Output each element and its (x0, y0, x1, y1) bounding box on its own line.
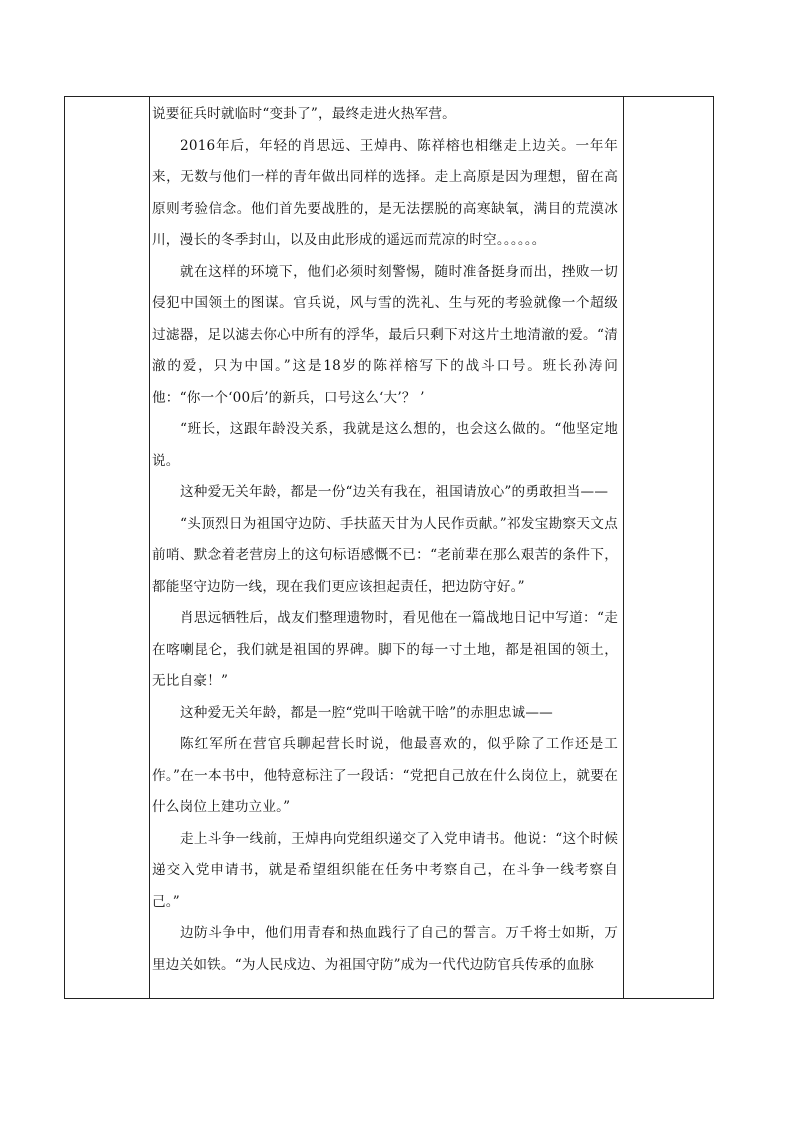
paragraph: “头顶烈日为祖国守边防、手扶蓝天甘为人民作贡献。”祁发宝勘察天文点前哨、默念着老营房上的这句标语感慨不已：“老前辈在那么艰苦的条件下，都能坚守边防一线，现在我们更应该担起责任，把边防守好。” (152, 515, 618, 595)
paragraph: 边防斗争中，他们用青春和热血践行了自己的誓言。万千将士如斯，万里边关如铁。“为人民戍边、为祖国守防”成为一代代边防官兵传承的血脉 (152, 925, 618, 973)
paragraph: 2016年后，年轻的肖思远、王焯冉、陈祥榕也相继走上边关。一年年来，无数与他们一样的青年做出同样的选择。走上高原是因为理想，留在高原则考验信念。他们首先要战胜的，是无法摆脱的高寒缺氧，满目的荒漠冰川，漫长的冬季封山，以及由此形成的遥远而荒凉的时空。。。。。。 (152, 137, 618, 248)
table-column-divider-left (149, 97, 150, 998)
paragraph: 走上斗争一线前，王焯冉向党组织递交了入党申请书。他说：“这个时候递交入党申请书，就是希望组织能在任务中考察自己，在斗争一线考察自己。” (152, 830, 618, 910)
table-column-divider-right (623, 97, 624, 998)
content-cell (152, 99, 618, 998)
document-table (64, 96, 714, 999)
paragraph: 肖思远牺牲后，战友们整理遗物时，看见他在一篇战地日记中写道：“走在喀喇昆仑，我们就是祖国的界碑。脚下的每一寸土地，都是祖国的领土，无比自豪！” (152, 610, 618, 689)
paragraph: 这种爱无关年龄，都是一份“边关有我在，祖国请放心”的勇敢担当—— (180, 484, 609, 500)
paragraph: 就在这样的环境下，他们必须时刻警惕，随时准备挺身而出，挫败一切侵犯中国领土的图谋。官兵说，风与雪的洗礼、生与死的考验就像一个超级过滤器，足以滤去你心中所有的浮华，最后只剩下对这片土地清澈的爱。“清澈的爱，只为中国。”这是18岁的陈祥榕写下的战斗口号。班长孙涛问他：“你一个‘00后’的新兵，口号这么‘大’？ ’ (152, 263, 618, 406)
paragraph: 说要征兵时就临时“变卦了”，最终走进火热军营。 (152, 106, 456, 122)
paragraph: 这种爱无关年龄，都是一腔“党叫干啥就干啥”的赤胆忠诚—— (180, 704, 553, 721)
paragraph: 陈红军所在营官兵聊起营长时说，他最喜欢的，似乎除了工作还是工作。”在一本书中，他特意标注了一段话：“党把自己放在什么岗位上，就要在什么岗位上建功立业。” (152, 736, 618, 815)
paragraph: “班长，这跟年龄没关系，我就是这么想的，也会这么做的。“他坚定地说。 (152, 421, 618, 469)
